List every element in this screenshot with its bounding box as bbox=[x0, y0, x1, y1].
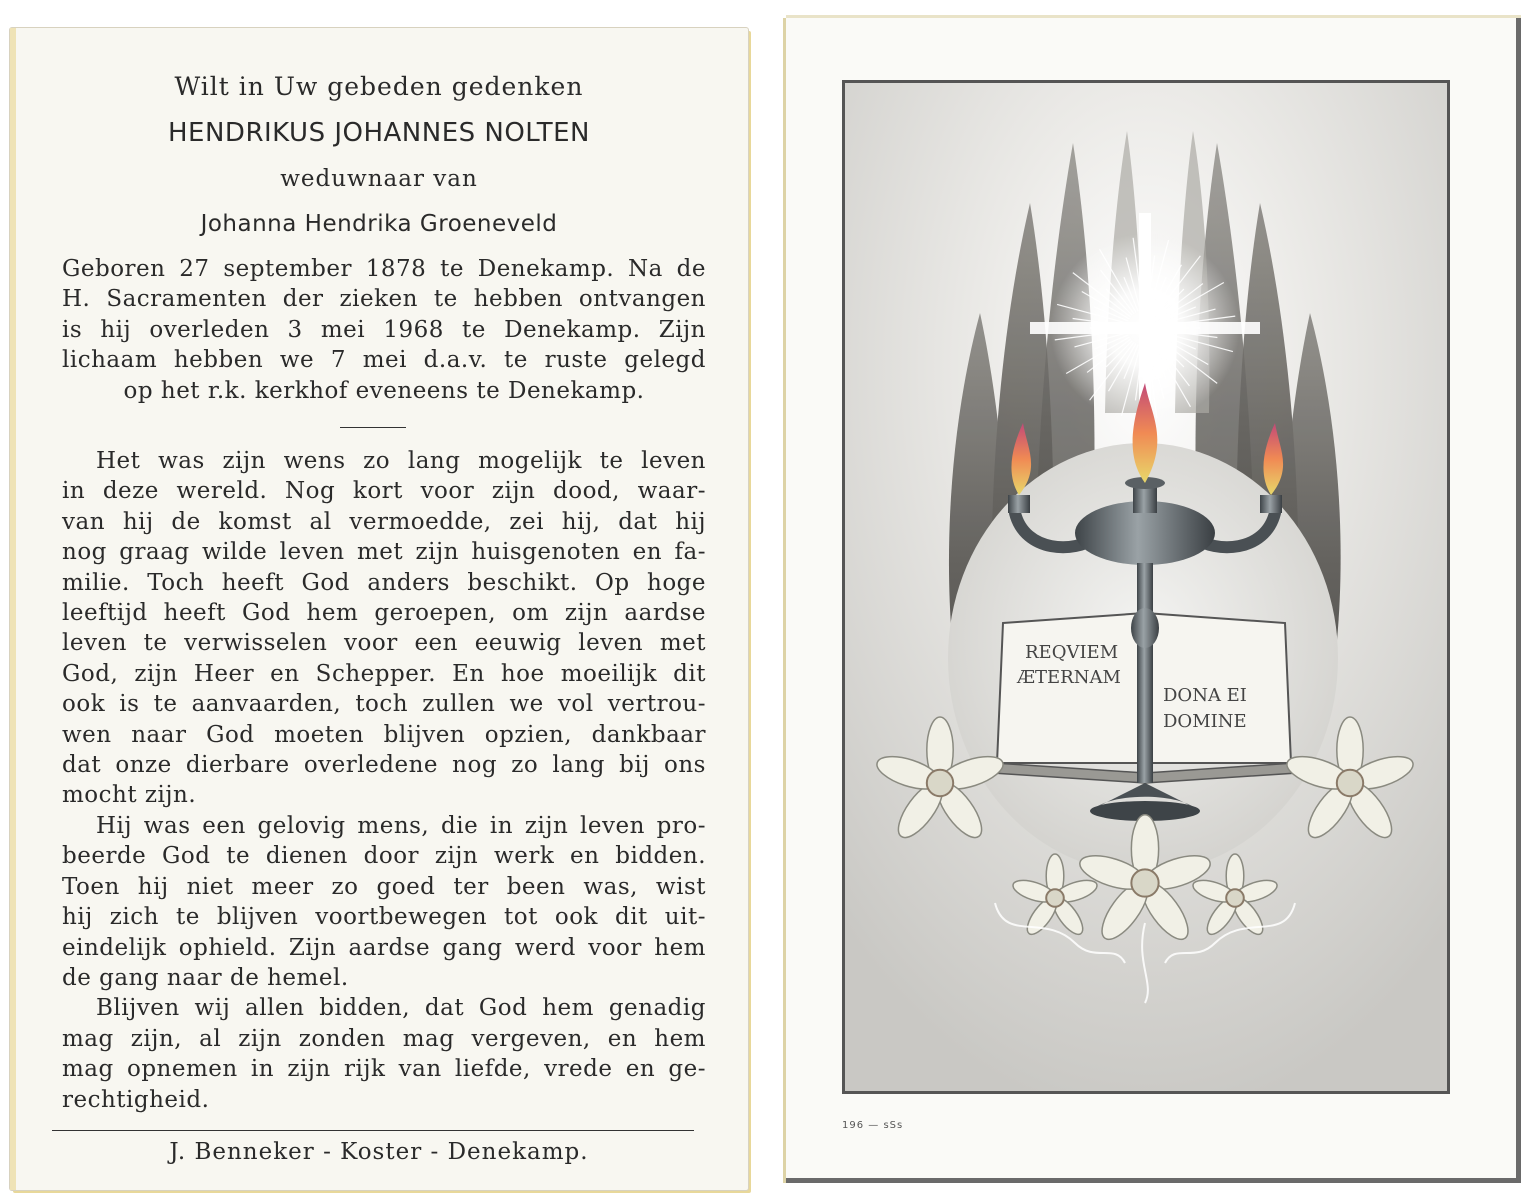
text-line: Toen hij niet meer zo goed ter been was, wist bbox=[62, 873, 706, 900]
memorial-text-block bbox=[62, 446, 706, 1115]
bio-line: is hij overleden 3 mei 1968 te Denekamp. Zijn bbox=[62, 316, 706, 343]
relation-line: weduwnaar van bbox=[280, 166, 478, 192]
text-line: Het was zijn wens zo lang mogelijk te leven bbox=[96, 448, 706, 474]
bio-line: op het r.k. kerkhof eveneens te Denekamp. bbox=[123, 377, 645, 404]
text-line: God, zijn Heer en Schepper. En hoe moeilijk dit bbox=[62, 660, 706, 687]
book-text: REQVIEM bbox=[1025, 642, 1119, 663]
deceased-name: HENDRIKUS JOHANNES NOLTEN bbox=[168, 118, 590, 148]
devotional-illustration bbox=[845, 83, 1447, 1091]
intro-line: Wilt in Uw gebeden gedenken bbox=[174, 72, 584, 101]
memorial-card-image-side bbox=[786, 18, 1521, 1183]
bio-line: Geboren 27 september 1878 te Denekamp. Na de bbox=[62, 256, 706, 282]
text-line: Blijven wij allen bidden, dat God hem genadig bbox=[96, 995, 706, 1022]
text-line: wen naar God moeten blijven opzien, dankbaar bbox=[62, 721, 706, 748]
text-line: Hij was een gelovig mens, die in zijn leven pro- bbox=[96, 812, 706, 839]
book-text: ÆTERNAM bbox=[1017, 667, 1121, 688]
text-line: eindelijk ophield. Zijn aardse gang werd voor hem bbox=[62, 934, 706, 961]
footer-divider bbox=[52, 1130, 694, 1131]
book-text: DONA EI bbox=[1163, 685, 1247, 706]
memorial-card-text-side bbox=[10, 28, 748, 1190]
book-text: DOMINE bbox=[1163, 711, 1247, 732]
text-line: de gang naar de hemel. bbox=[62, 964, 349, 991]
text-line: mocht zijn. bbox=[62, 782, 197, 809]
text-line: leeftijd heeft God hem geroepen, om zijn aardse bbox=[62, 600, 706, 627]
bio-line: lichaam hebben we 7 mei d.a.v. te ruste gelegd bbox=[62, 347, 706, 374]
text-line: dat onze dierbare overledene nog zo lang bij ons bbox=[62, 752, 706, 779]
text-line: ook is te aanvaarden, toch zullen we vol vertrou- bbox=[62, 691, 706, 718]
text-line: van hij de komst al vermoedde, zei hij, dat hij bbox=[62, 508, 706, 535]
text-line: leven te verwisselen voor een eeuwig leven met bbox=[62, 630, 706, 657]
text-line: milie. Toch heeft God anders beschikt. Op hoge bbox=[62, 569, 706, 596]
text-line: hij zich te blijven voortbewegen tot ook dit uit- bbox=[62, 904, 706, 931]
text-line: nog graag wilde leven met zijn huisgenoten en fa- bbox=[62, 539, 706, 566]
text-line: mag zijn, al zijn zonden mag vergeven, en hem bbox=[62, 1025, 706, 1052]
text-line: mag opnemen in zijn rijk van liefde, vrede en ge- bbox=[62, 1056, 706, 1083]
text-line: beerde God te dienen door zijn werk en bidden. bbox=[62, 843, 706, 870]
devotional-illustration-frame bbox=[842, 80, 1450, 1094]
print-code: 196 — sSs bbox=[842, 1120, 904, 1131]
biography-block bbox=[62, 254, 706, 406]
short-divider bbox=[340, 427, 406, 428]
text-line: rechtigheid. bbox=[62, 1086, 210, 1113]
spouse-name: Johanna Hendrika Groeneveld bbox=[200, 211, 558, 237]
printer-footer: J. Benneker - Koster - Denekamp. bbox=[169, 1139, 589, 1165]
text-line: in deze wereld. Nog kort voor zijn dood, waar- bbox=[62, 478, 706, 505]
bio-line: H. Sacramenten der zieken te hebben ontvangen bbox=[62, 286, 706, 313]
